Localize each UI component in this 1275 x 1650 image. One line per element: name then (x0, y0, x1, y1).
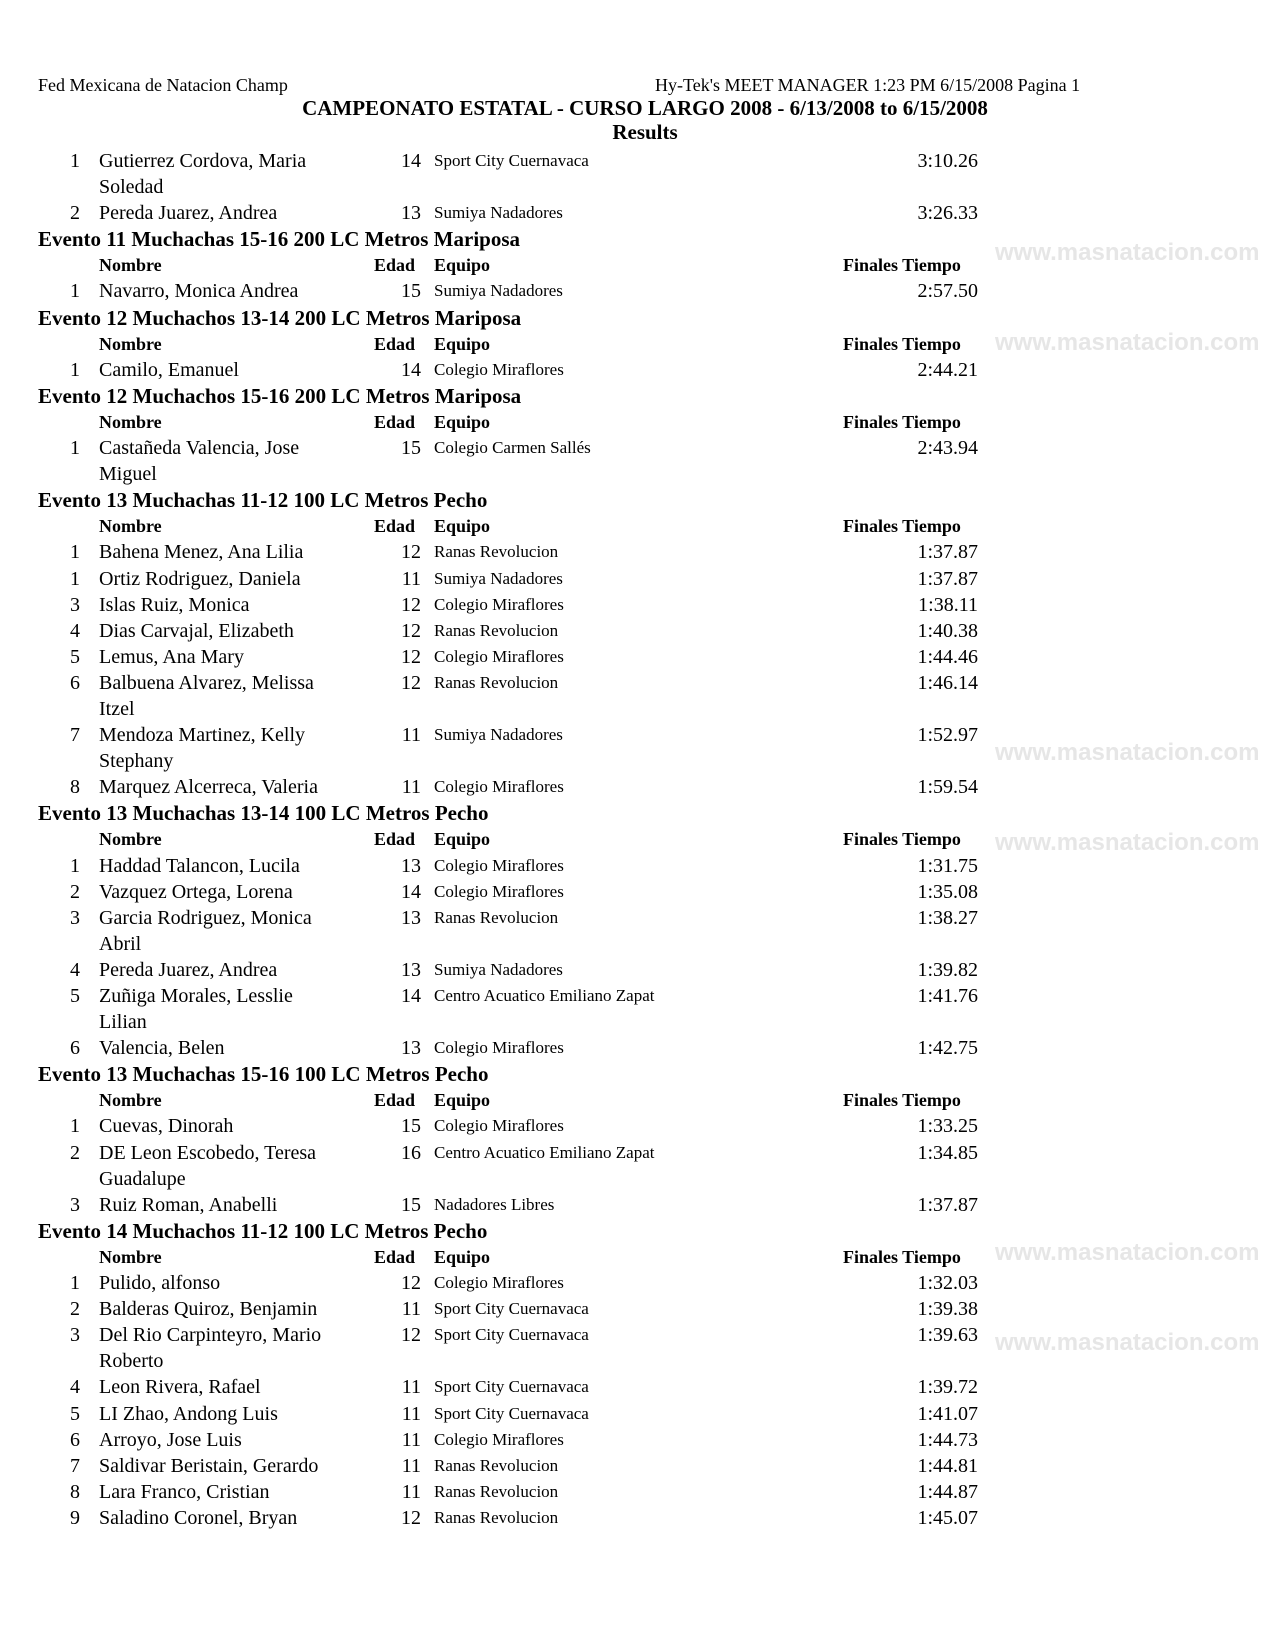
watermark: www.masnatacion.com (995, 1239, 1260, 1266)
result-row (0, 148, 1275, 174)
age: 15 (401, 1193, 421, 1216)
place: 5 (70, 985, 80, 1007)
final-time: 1:35.08 (917, 880, 978, 903)
age: 12 (401, 1272, 421, 1295)
team: Sumiya Nadadores (434, 959, 563, 979)
swimmer-name: Haddad Talancon, Lucila (99, 854, 300, 877)
swimmer-name: Balbuena Alvarez, Melissa (99, 671, 314, 694)
column-headers (0, 513, 1275, 539)
age: 15 (401, 437, 421, 460)
swimmer-name-continued: Soledad (99, 176, 164, 199)
swimmer-name-continued: Itzel (99, 697, 135, 720)
swimmer-name: Garcia Rodriguez, Monica (99, 906, 312, 929)
result-row (0, 957, 1275, 983)
event-title (0, 487, 1275, 513)
age: 11 (401, 1298, 421, 1321)
age: 14 (401, 880, 421, 903)
team: Sport City Cuernavaca (434, 1299, 589, 1319)
team: Colegio Miraflores (434, 594, 564, 614)
place: 1 (70, 1272, 80, 1295)
swimmer-name: Bahena Menez, Ana Lilia (99, 541, 304, 564)
final-time: 1:44.46 (917, 645, 978, 668)
age: 13 (401, 958, 421, 981)
swimmer-name: Castañeda Valencia, Jose (99, 437, 300, 460)
header-time: Finales Tiempo (843, 255, 961, 276)
swimmer-name: Marquez Alcerreca, Valeria (99, 776, 318, 799)
header-age: Edad (374, 1246, 416, 1267)
age: 13 (401, 1037, 421, 1060)
place: 3 (70, 906, 80, 929)
final-time: 1:33.25 (917, 1115, 978, 1138)
place: 1 (70, 150, 80, 172)
watermark: www.masnatacion.com (995, 1329, 1260, 1356)
team: Sport City Cuernavaca (434, 1403, 589, 1423)
event-title (0, 305, 1275, 331)
result-row (0, 1322, 1275, 1348)
team: Ranas Revolucion (434, 1507, 559, 1527)
team: Sumiya Nadadores (434, 203, 563, 223)
place: 6 (70, 1428, 80, 1451)
meet-organization: Fed Mexicana de Natacion Champ (38, 75, 288, 95)
final-time: 2:57.50 (917, 280, 978, 303)
place: 1 (70, 567, 80, 590)
final-time: 1:38.11 (918, 593, 978, 616)
final-time: 1:37.87 (917, 567, 978, 590)
team: Colegio Miraflores (434, 881, 564, 901)
swimmer-name: Zuñiga Morales, Lesslie (99, 985, 293, 1007)
result-row-continuation (0, 1009, 1275, 1035)
place: 1 (70, 854, 80, 877)
header-team: Equipo (434, 411, 491, 432)
final-time: 1:38.27 (917, 906, 978, 929)
team: Centro Acuatico Emiliano Zapat (434, 986, 655, 1005)
team: Ranas Revolucion (434, 907, 559, 927)
result-row (0, 1479, 1275, 1505)
header-age: Edad (374, 516, 416, 537)
final-time: 1:39.38 (917, 1298, 978, 1321)
result-row (0, 1140, 1275, 1166)
header-name: Nombre (99, 255, 162, 276)
column-headers (0, 409, 1275, 435)
header-time: Finales Tiempo (843, 411, 961, 432)
swimmer-name-continued: Guadalupe (99, 1167, 186, 1190)
result-row (0, 1296, 1275, 1322)
age: 12 (401, 541, 421, 564)
result-row (0, 592, 1275, 618)
final-time: 1:44.87 (917, 1480, 978, 1503)
place: 7 (70, 724, 80, 747)
result-row (0, 278, 1275, 304)
result-row (0, 774, 1275, 800)
final-time: 2:43.94 (917, 437, 978, 460)
event-title (0, 1061, 1275, 1087)
result-row (0, 879, 1275, 905)
watermark: www.masnatacion.com (995, 329, 1260, 356)
place: 1 (70, 1115, 80, 1138)
final-time: 1:39.72 (917, 1376, 978, 1399)
event-heading: Evento 12 Muchachos 13-14 200 LC Metros Mariposa (38, 305, 522, 330)
team: Sumiya Nadadores (434, 568, 563, 588)
place: 2 (70, 880, 80, 903)
result-row (0, 1401, 1275, 1427)
watermark: www.masnatacion.com (995, 739, 1260, 766)
age: 13 (401, 906, 421, 929)
team: Colegio Miraflores (434, 1038, 564, 1058)
swimmer-name-continued: Lilian (99, 1011, 147, 1034)
place: 6 (70, 1037, 80, 1060)
swimmer-name: Lara Franco, Cristian (99, 1480, 270, 1503)
final-time: 1:46.14 (917, 671, 978, 694)
final-time: 1:39.82 (917, 958, 978, 981)
header-age: Edad (374, 411, 416, 432)
software-timestamp-page: Hy-Tek's MEET MANAGER 1:23 PM 6/15/2008 Pagina 1 (655, 75, 1081, 95)
team: Colegio Carmen Sallés (434, 438, 591, 458)
age: 11 (401, 1454, 421, 1477)
result-row (0, 357, 1275, 383)
swimmer-name: Valencia, Belen (99, 1037, 225, 1060)
result-row (0, 1035, 1275, 1061)
place: 4 (70, 958, 80, 981)
swimmer-name: Cuevas, Dinorah (99, 1115, 234, 1138)
final-time: 1:34.85 (917, 1141, 978, 1164)
age: 14 (401, 985, 421, 1007)
result-row (0, 1270, 1275, 1296)
result-row-continuation (0, 461, 1275, 487)
age: 14 (401, 150, 421, 172)
final-time: 1:45.07 (917, 1506, 978, 1529)
swimmer-name: Balderas Quiroz, Benjamin (99, 1298, 318, 1321)
result-row (0, 853, 1275, 879)
place: 2 (70, 202, 80, 225)
result-row-continuation (0, 1348, 1275, 1374)
event-heading: Evento 13 Muchachas 11-12 100 LC Metros Pecho (38, 488, 488, 513)
final-time: 1:40.38 (917, 619, 978, 642)
header-name: Nombre (99, 829, 162, 850)
event-title (0, 226, 1275, 252)
swimmer-name: Camilo, Emanuel (99, 358, 239, 381)
column-headers (0, 1244, 1275, 1270)
header-name: Nombre (99, 411, 162, 432)
place: 2 (70, 1298, 80, 1321)
age: 11 (401, 1402, 421, 1425)
place: 5 (70, 1402, 80, 1425)
place: 5 (70, 645, 80, 668)
age: 15 (401, 1115, 421, 1138)
swimmer-name: Del Rio Carpinteyro, Mario (99, 1324, 322, 1347)
swimmer-name: Leon Rivera, Rafael (99, 1376, 261, 1399)
event-heading: Evento 14 Muchachos 11-12 100 LC Metros Pecho (38, 1218, 488, 1243)
final-time: 1:32.03 (917, 1272, 978, 1295)
place: 9 (70, 1506, 80, 1529)
header-time: Finales Tiempo (843, 829, 961, 850)
swimmer-name: Mendoza Martinez, Kelly (99, 724, 306, 747)
result-row (0, 566, 1275, 592)
team: Colegio Miraflores (434, 777, 564, 797)
age: 11 (401, 776, 421, 799)
header-name: Nombre (99, 333, 162, 354)
age: 16 (401, 1141, 421, 1164)
header-team: Equipo (434, 1246, 491, 1267)
place: 3 (70, 1193, 80, 1216)
swimmer-name: Vazquez Ortega, Lorena (99, 880, 293, 903)
final-time: 3:26.33 (917, 202, 978, 225)
header-team: Equipo (434, 829, 491, 850)
result-row (0, 1113, 1275, 1139)
place: 1 (70, 541, 80, 564)
place: 2 (70, 1141, 80, 1164)
final-time: 1:39.63 (917, 1324, 978, 1347)
final-time: 1:44.73 (917, 1428, 978, 1451)
header-age: Edad (374, 255, 416, 276)
swimmer-name: Lemus, Ana Mary (99, 645, 244, 668)
swimmer-name: Pereda Juarez, Andrea (99, 202, 278, 225)
result-row (0, 1192, 1275, 1218)
place: 3 (70, 593, 80, 616)
result-row (0, 539, 1275, 565)
place: 4 (70, 619, 80, 642)
event-title (0, 1218, 1275, 1244)
final-time: 1:44.81 (917, 1454, 978, 1477)
final-time: 1:31.75 (917, 854, 978, 877)
final-time: 1:41.76 (917, 985, 978, 1007)
place: 1 (70, 358, 80, 381)
age: 12 (401, 1506, 421, 1529)
final-time: 2:44.21 (917, 358, 978, 381)
team: Ranas Revolucion (434, 620, 559, 640)
team: Colegio Miraflores (434, 1116, 564, 1136)
age: 11 (401, 1376, 421, 1399)
header-time: Finales Tiempo (843, 516, 961, 537)
swimmer-name: DE Leon Escobedo, Teresa (99, 1141, 317, 1164)
swimmer-name: Ruiz Roman, Anabelli (99, 1193, 278, 1216)
result-row (0, 670, 1275, 696)
final-time: 1:52.97 (917, 724, 978, 747)
swimmer-name: Navarro, Monica Andrea (99, 280, 299, 303)
age: 12 (401, 593, 421, 616)
swimmer-name: Gutierrez Cordova, Maria (99, 150, 307, 172)
place: 8 (70, 776, 80, 799)
result-row-continuation (0, 1166, 1275, 1192)
age: 14 (401, 358, 421, 381)
header-team: Equipo (434, 333, 491, 354)
team: Ranas Revolucion (434, 1455, 559, 1475)
result-row-continuation (0, 174, 1275, 200)
age: 12 (401, 1324, 421, 1347)
team: Colegio Miraflores (434, 1273, 564, 1293)
meet-title: CAMPEONATO ESTATAL - CURSO LARGO 2008 - 6/13/2008 to 6/15/2008 (302, 96, 988, 120)
column-headers (0, 252, 1275, 278)
age: 11 (401, 1428, 421, 1451)
place: 4 (70, 1376, 80, 1399)
age: 11 (401, 1480, 421, 1503)
place: 6 (70, 671, 80, 694)
swimmer-name-continued: Stephany (99, 750, 174, 773)
team: Sport City Cuernavaca (434, 1377, 589, 1397)
result-row (0, 200, 1275, 226)
column-headers (0, 331, 1275, 357)
header-age: Edad (374, 829, 416, 850)
header-team: Equipo (434, 516, 491, 537)
final-time: 1:59.54 (917, 776, 978, 799)
event-heading: Evento 13 Muchachas 13-14 100 LC Metros Pecho (38, 801, 489, 826)
header-name: Nombre (99, 1246, 162, 1267)
age: 15 (401, 280, 421, 303)
results-list (0, 148, 1275, 1531)
team: Ranas Revolucion (434, 1481, 559, 1501)
swimmer-name: Pulido, alfonso (99, 1272, 221, 1295)
header-team: Equipo (434, 255, 491, 276)
header-time: Finales Tiempo (843, 333, 961, 354)
final-time: 1:41.07 (917, 1402, 978, 1425)
team: Sumiya Nadadores (434, 281, 563, 301)
final-time: 1:37.87 (917, 541, 978, 564)
team: Colegio Miraflores (434, 1429, 564, 1449)
swimmer-name: Arroyo, Jose Luis (99, 1428, 242, 1451)
team: Ranas Revolucion (434, 542, 559, 562)
age: 12 (401, 671, 421, 694)
result-row-continuation (0, 931, 1275, 957)
event-heading: Evento 12 Muchachos 15-16 200 LC Metros Mariposa (38, 383, 522, 408)
header-name: Nombre (99, 1090, 162, 1111)
swimmer-name-continued: Roberto (99, 1350, 164, 1373)
swimmer-name-continued: Miguel (99, 463, 157, 486)
swimmer-name: LI Zhao, Andong Luis (99, 1402, 278, 1425)
place: 7 (70, 1454, 80, 1477)
header-time: Finales Tiempo (843, 1090, 961, 1111)
results-heading: Results (612, 120, 678, 144)
result-row (0, 905, 1275, 931)
result-row (0, 983, 1275, 1009)
header-time: Finales Tiempo (843, 1246, 961, 1267)
place: 8 (70, 1480, 80, 1503)
result-row-continuation (0, 696, 1275, 722)
team: Sport City Cuernavaca (434, 1325, 589, 1345)
event-heading: Evento 11 Muchachas 15-16 200 LC Metros Mariposa (38, 227, 521, 252)
final-time: 1:42.75 (917, 1037, 978, 1060)
place: 1 (70, 280, 80, 303)
team: Sumiya Nadadores (434, 725, 563, 745)
team: Sport City Cuernavaca (434, 151, 589, 170)
watermark: www.masnatacion.com (995, 239, 1260, 266)
age: 12 (401, 619, 421, 642)
swimmer-name: Dias Carvajal, Elizabeth (99, 619, 294, 642)
watermark: www.masnatacion.com (995, 829, 1260, 856)
result-row (0, 644, 1275, 670)
event-title (0, 383, 1275, 409)
column-headers (0, 826, 1275, 852)
team: Nadadores Libres (434, 1194, 555, 1214)
result-row (0, 1453, 1275, 1479)
swimmer-name: Saldivar Beristain, Gerardo (99, 1454, 319, 1477)
result-row (0, 1374, 1275, 1400)
header-team: Equipo (434, 1090, 491, 1111)
result-row-continuation (0, 748, 1275, 774)
result-row (0, 722, 1275, 748)
age: 13 (401, 202, 421, 225)
age: 12 (401, 645, 421, 668)
team: Colegio Miraflores (434, 359, 564, 379)
result-row (0, 618, 1275, 644)
place: 1 (70, 437, 80, 460)
swimmer-name: Ortiz Rodriguez, Daniela (99, 567, 301, 590)
swimmer-name: Islas Ruiz, Monica (99, 593, 250, 616)
final-time: 1:37.87 (917, 1193, 978, 1216)
header-age: Edad (374, 333, 416, 354)
swimmer-name: Saladino Coronel, Bryan (99, 1506, 298, 1529)
swimmer-name-continued: Abril (99, 932, 142, 955)
event-heading: Evento 13 Muchachas 15-16 100 LC Metros Pecho (38, 1062, 489, 1087)
team: Ranas Revolucion (434, 672, 559, 692)
event-title (0, 800, 1275, 826)
column-headers (0, 1087, 1275, 1113)
age: 11 (401, 724, 421, 747)
result-row (0, 1427, 1275, 1453)
age: 11 (401, 567, 421, 590)
swimmer-name: Pereda Juarez, Andrea (99, 958, 278, 981)
team: Colegio Miraflores (434, 855, 564, 875)
team: Colegio Miraflores (434, 646, 564, 666)
header-name: Nombre (99, 516, 162, 537)
header-age: Edad (374, 1090, 416, 1111)
place: 3 (70, 1324, 80, 1347)
final-time: 3:10.26 (917, 150, 978, 172)
result-row (0, 1505, 1275, 1531)
team: Centro Acuatico Emiliano Zapat (434, 1142, 655, 1162)
result-row (0, 435, 1275, 461)
age: 13 (401, 854, 421, 877)
